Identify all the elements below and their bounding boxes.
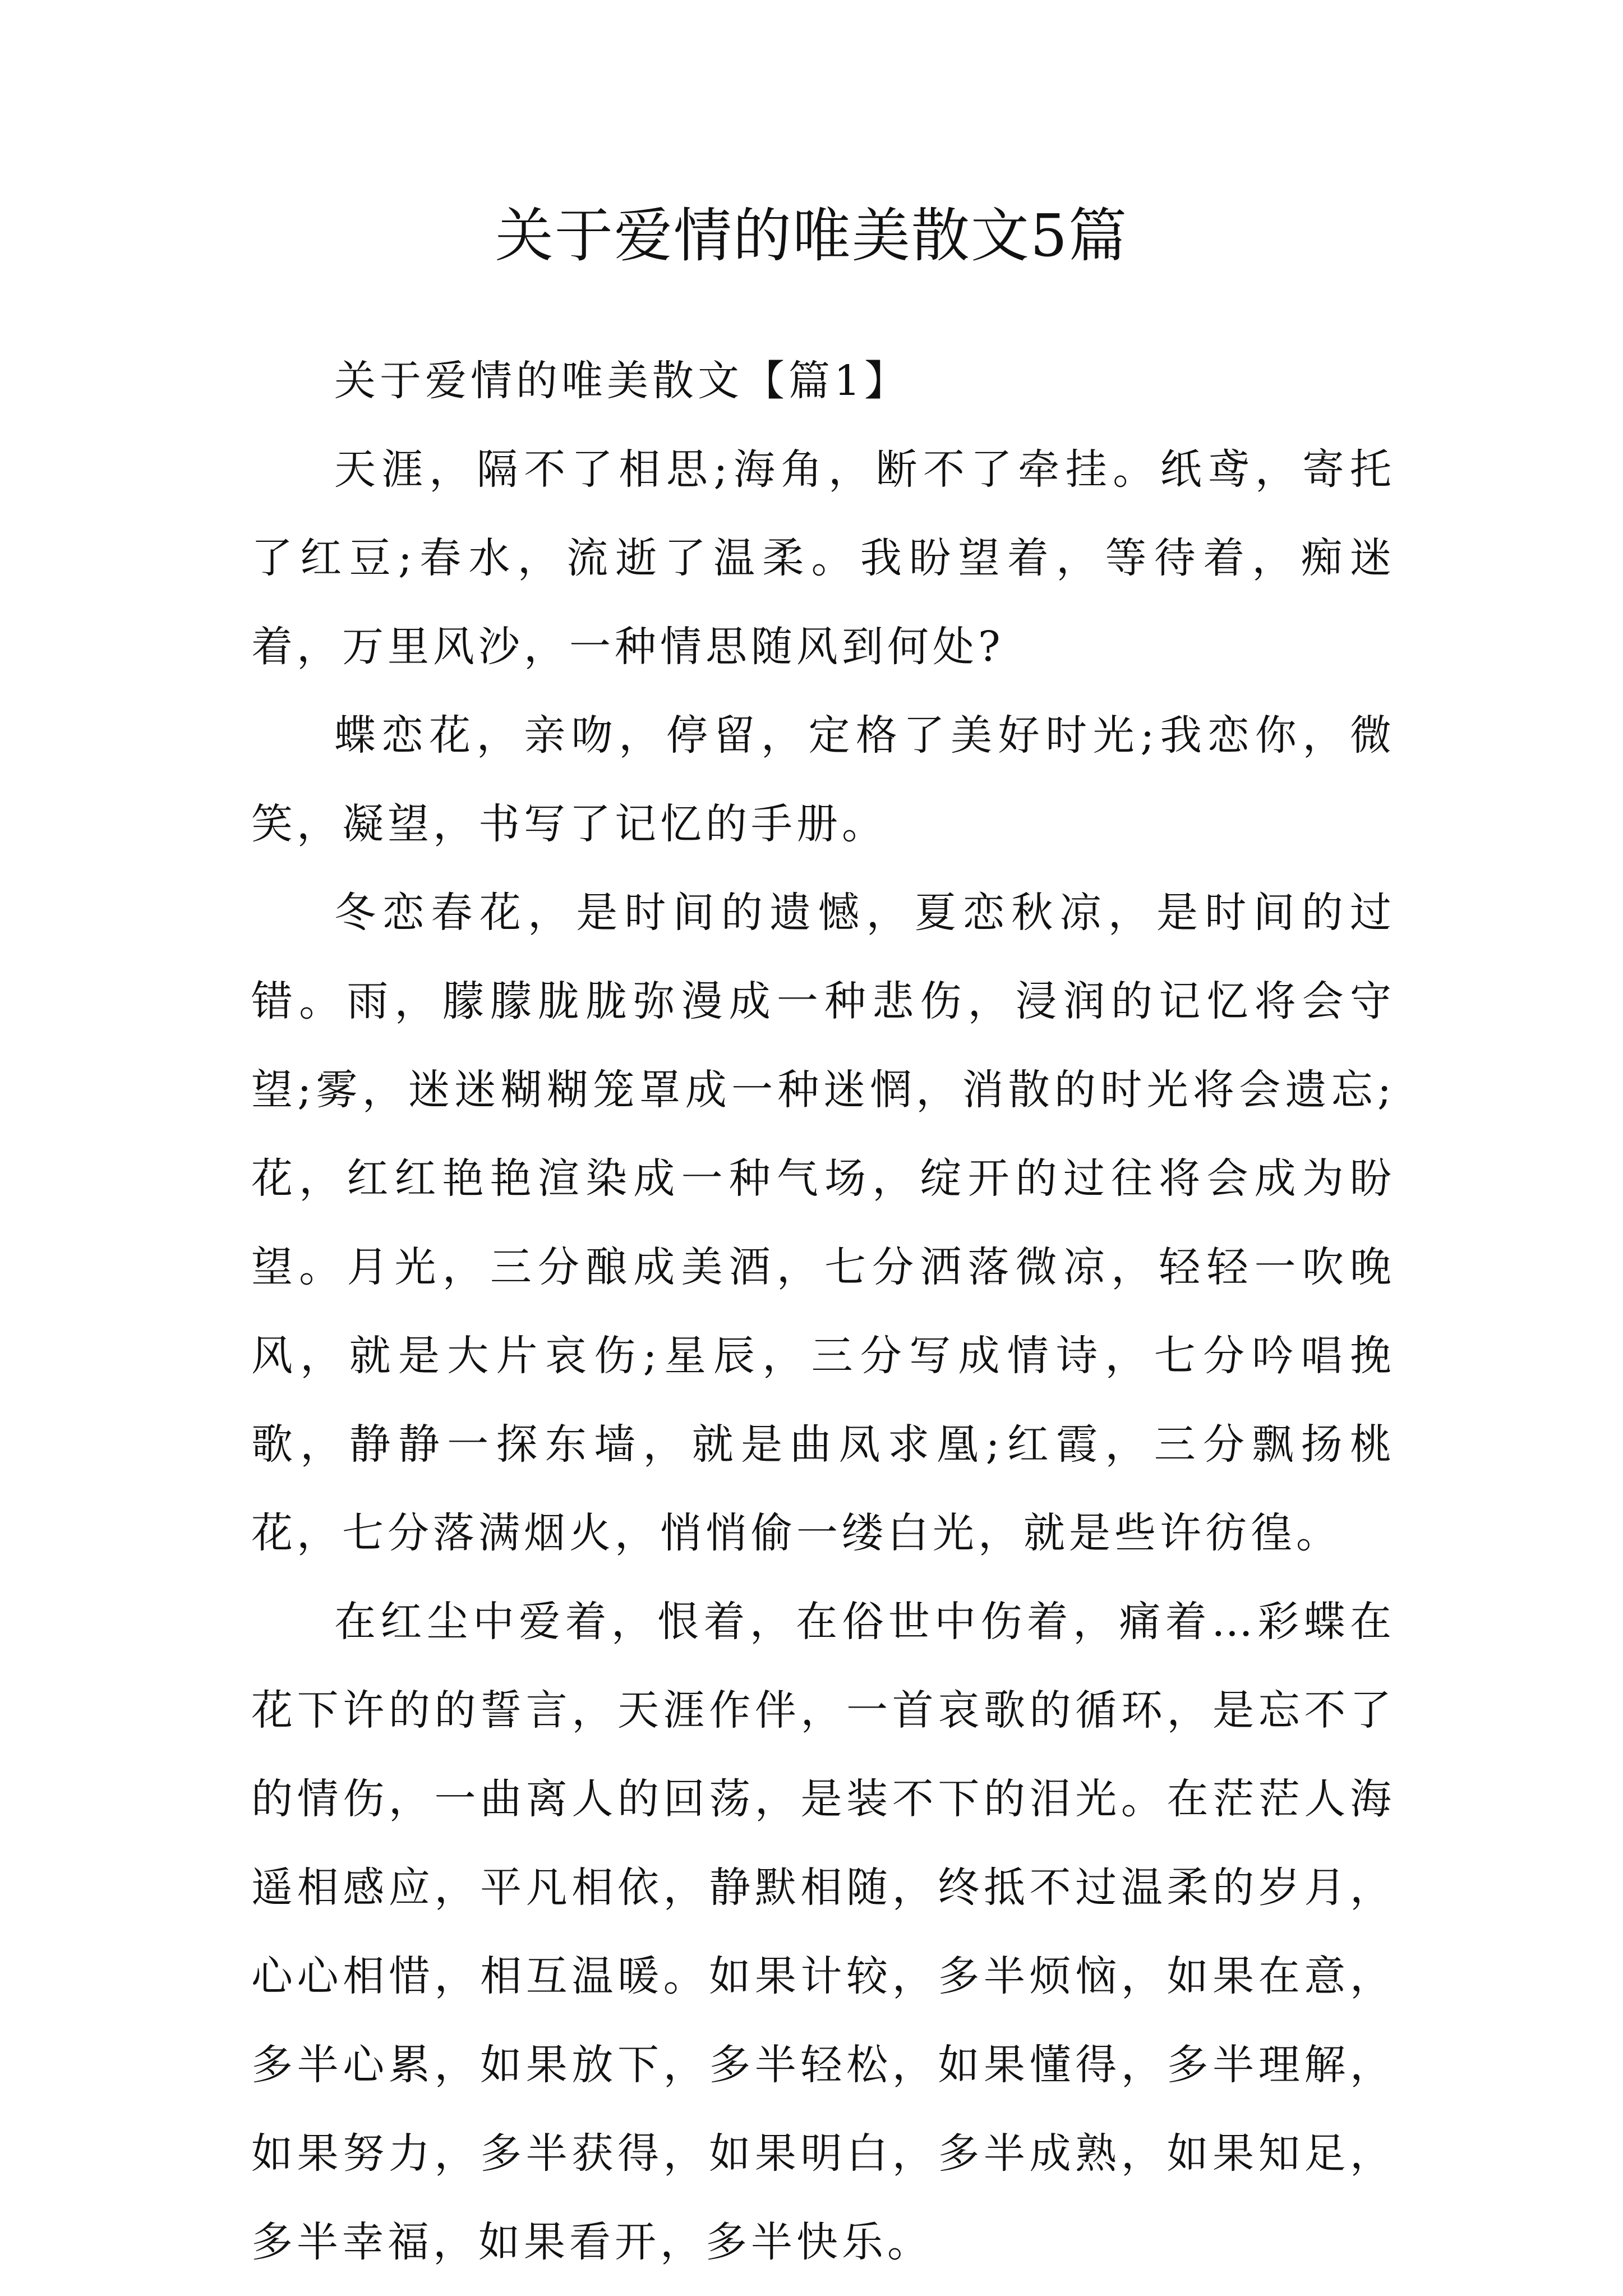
- paragraph-3: 冬恋春花，是时间的遗憾，夏恋秋凉，是时间的过错。雨，朦朦胧胧弥漫成一种悲伤，浸润的记忆将会守望;雾，迷迷糊糊笼罩成一种迷惘，消散的时光将会遗忘;花，红红艳艳渲染成一种气场，绽开的过往将会成为盼望。月光，三分酿成美酒，七分洒落微凉，轻轻一吹晚风，就是大片哀伤;星辰，三分写成情诗，七分吟唱挽歌，静静一探东墙，就是曲凤求凰;红霞，三分飘扬桃花，七分落满烟火，悄悄偷一缕白光，就是些许彷徨。: [251, 889, 1395, 1557]
- paragraph-4: 在红尘中爱着，恨着，在俗世中伤着，痛着…彩蝶在花下许的的誓言，天涯作伴，一首哀歌的循环，是忘不了的情伤，一曲离人的回荡，是装不下的泪光。在茫茫人海遥相感应，平凡相依，静默相随，终抵不过温柔的岁月，心心相惜，相互温暖。如果计较，多半烦恼，如果在意，多半心累，如果放下，多半轻松，如果懂得，多半理解，如果努力，多半获得，如果明白，多半成熟，如果知足，多半幸福，如果看开，多半快乐。: [251, 1598, 1395, 2266]
- document-body: [251, 337, 1395, 2286]
- document-title: 关于爱情的唯美散文5篇: [495, 201, 1128, 270]
- paragraph-2: 蝶恋花，亲吻，停留，定格了美好时光;我恋你，微笑，凝望，书写了记忆的手册。: [251, 711, 1395, 848]
- paragraph-1: 天涯，隔不了相思;海角，断不了牵挂。纸鸢，寄托了红豆;春水，流逝了温柔。我盼望着，等待着，痴迷着，万里风沙，一种情思随风到何处?: [251, 445, 1395, 671]
- section-heading: 关于爱情的唯美散文【篇1】: [334, 357, 910, 405]
